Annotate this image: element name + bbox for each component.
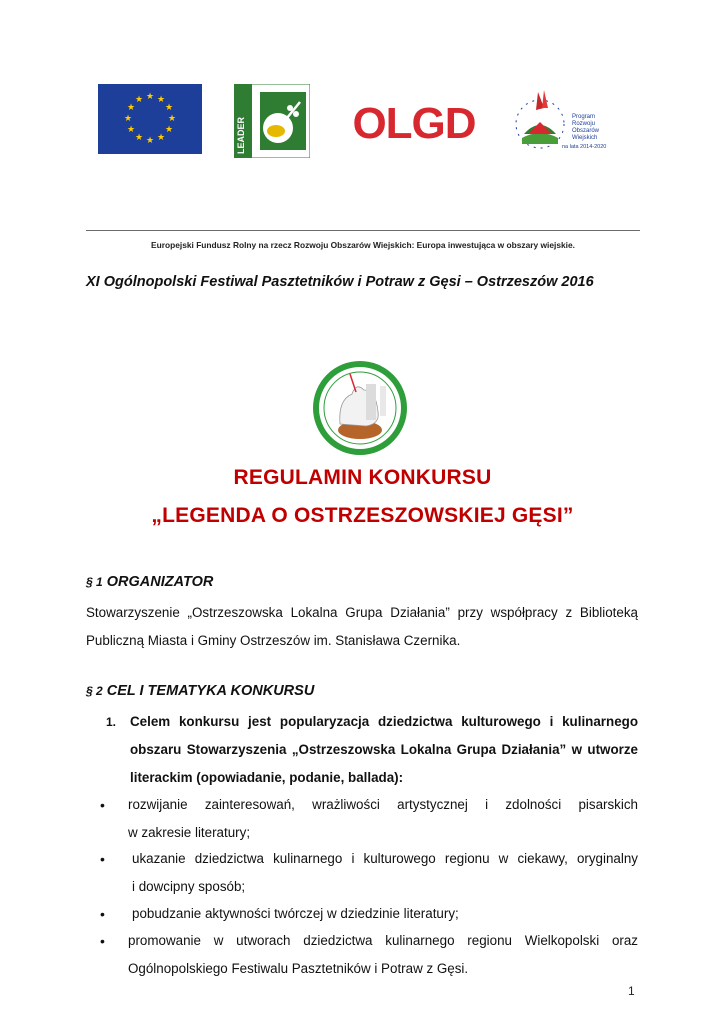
bullet-1-line-2: w zakresie literatury; xyxy=(128,825,251,840)
festival-logo xyxy=(304,360,416,456)
section-1-title: ORGANIZATOR xyxy=(106,574,214,590)
bullet-2-line-1: ukazanie dziedzictwa kulinarnego i kulturowego regionu w ciekawy, oryginalny xyxy=(132,851,638,866)
bullet-icon: • xyxy=(100,933,105,949)
header-logos xyxy=(98,84,613,160)
bullet-icon: • xyxy=(100,797,105,813)
section-2-heading xyxy=(86,683,314,699)
regulation-title: REGULAMIN KONKURSU xyxy=(233,466,492,489)
list-item-1-line-3: literackim (opowiadanie, podanie, ballada): xyxy=(130,770,404,785)
svg-text:★: ★ xyxy=(145,92,155,102)
section-1-line-1: Stowarzyszenie „Ostrzeszowska Lokalna Grupa Działania” przy współpracy z Biblioteką xyxy=(86,605,638,620)
leader-logo xyxy=(234,84,310,158)
section-1-num: § 1 xyxy=(86,575,103,589)
svg-text:★: ★ xyxy=(156,95,166,105)
bullet-3-line-1: pobudzanie aktywności twórczej w dziedzinie literatury; xyxy=(132,906,459,921)
contest-name: „LEGENDA O OSTRZESZOWSKIEJ GĘSI” xyxy=(151,504,574,527)
svg-text:Rozwoju: Rozwoju xyxy=(572,121,596,127)
header-divider xyxy=(86,230,640,231)
list-item-1-line-1: Celem konkursu jest popularyzacja dziedzictwa kulturowego i kulinarnego xyxy=(130,714,638,729)
bullet-4-line-1: promowanie w utworach dziedzictwa kulinarnego regionu Wielkopolski oraz xyxy=(128,933,638,948)
svg-text:★: ★ xyxy=(134,133,144,143)
list-item-1-line-2: obszaru Stowarzyszenia „Ostrzeszowska Lokalna Grupa Działania” w utworze xyxy=(130,742,638,757)
prow-logo xyxy=(510,88,622,158)
svg-text:Wiejskich: Wiejskich xyxy=(572,135,598,141)
list-item-1-marker: 1. xyxy=(106,715,117,729)
svg-text:Program: Program xyxy=(572,114,596,120)
olgd-logo xyxy=(348,100,480,144)
svg-text:★: ★ xyxy=(134,95,144,105)
bullet-icon: • xyxy=(100,906,105,922)
svg-text:★: ★ xyxy=(126,125,136,135)
svg-text:★: ★ xyxy=(164,125,174,135)
svg-text:na lata 2014-2020: na lata 2014-2020 xyxy=(562,144,607,150)
section-1-body xyxy=(86,599,638,655)
section-2-num: § 2 xyxy=(86,684,103,698)
eu-flag-logo xyxy=(98,84,202,154)
festival-title: XI Ogólnopolski Festiwal Pasztetników i Potraw z Gęsi – Ostrzeszów 2016 xyxy=(86,274,594,290)
svg-text:★: ★ xyxy=(167,114,177,124)
bullet-2-line-2: i dowcipny sposób; xyxy=(132,879,246,894)
page-number: 1 xyxy=(628,984,635,998)
section-2-title: CEL I TEMATYKA KONKURSU xyxy=(106,683,315,699)
svg-text:Obszarów: Obszarów xyxy=(572,128,600,134)
svg-text:★: ★ xyxy=(145,136,155,146)
section-1-heading xyxy=(86,574,213,590)
svg-text:★: ★ xyxy=(126,103,136,113)
section-1-line-2: Publiczną Miasta i Gminy Ostrzeszów im. Stanisława Czernika. xyxy=(86,633,461,648)
leader-logo-text: LEADER xyxy=(236,116,246,154)
bullet-1-line-1: rozwijanie zainteresowań, wrażliwości artystycznej i zdolności pisarskich xyxy=(128,797,638,812)
svg-text:★: ★ xyxy=(156,133,166,143)
fund-line: Europejski Fundusz Rolny na rzecz Rozwoju Obszarów Wiejskich: Europa inwestująca w obszary wiejskie. xyxy=(151,240,575,250)
olgd-logo-text: OLGD xyxy=(352,100,476,144)
bullet-4-line-2: Ogólnopolskiego Festiwalu Pasztetników i Potraw z Gęsi. xyxy=(128,961,469,976)
svg-text:★: ★ xyxy=(123,114,133,124)
svg-text:★: ★ xyxy=(164,103,174,113)
bullet-icon: • xyxy=(100,851,105,867)
